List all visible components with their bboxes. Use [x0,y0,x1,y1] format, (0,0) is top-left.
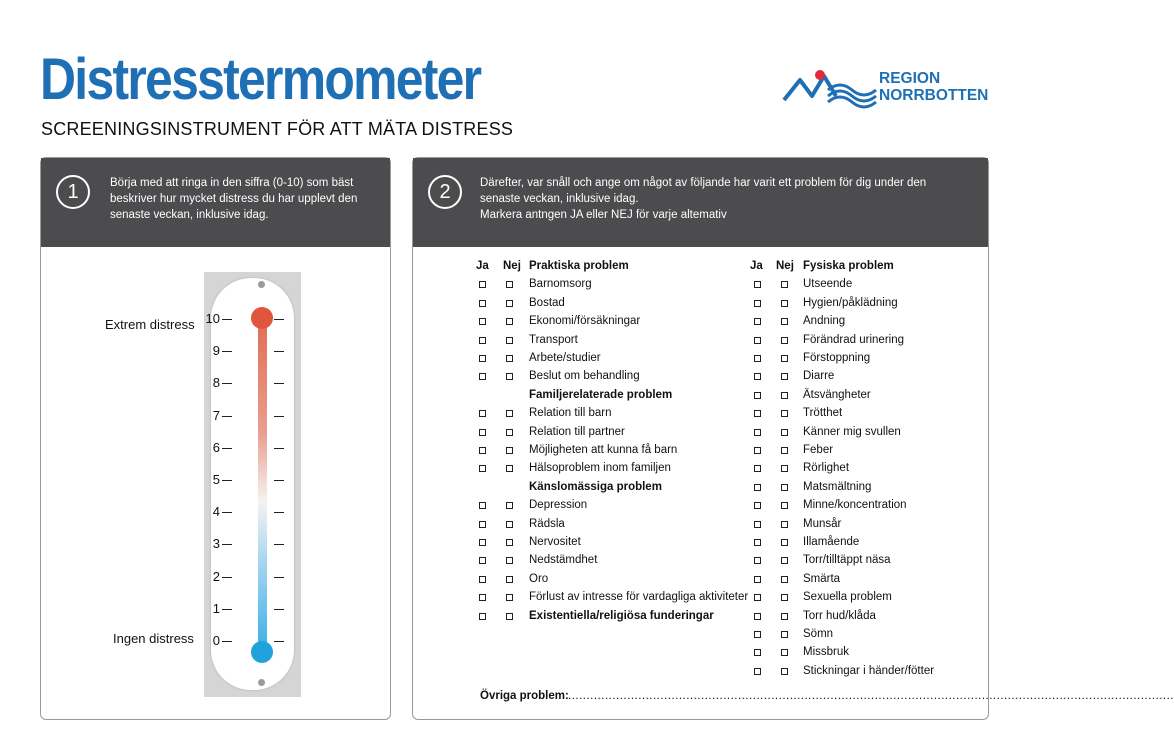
ja-checkbox[interactable] [479,521,486,528]
scale-tick [222,512,232,513]
problem-label: Praktiska problem [529,260,629,272]
problem-label: Bostad [529,296,565,309]
problem-label: Missbruk [803,646,850,659]
thermometer-tube [258,315,267,654]
problem-label: Feber [803,444,834,456]
scale-number[interactable]: 8 [212,375,220,391]
problem-label: Sexuella problem [803,591,892,604]
other-problems-field[interactable]: .................................................................................................................................................................... [568,690,1174,702]
scale-tick [222,383,232,384]
ja-checkbox[interactable] [754,502,761,509]
problem-label: Känner mig svullen [803,425,901,438]
scale-tick [222,351,232,352]
problem-label: Depression [529,499,588,512]
problem-label: Utseende [803,278,853,291]
scale-tick [222,577,232,578]
scale-tick [222,544,232,545]
ja-checkbox[interactable] [754,613,761,620]
bulb-bottom [251,641,273,663]
problem-label: Ekonomi/försäkningar [529,315,641,328]
problem-label: Ätsvängheter [803,388,871,401]
ja-checkbox[interactable] [479,300,486,307]
nej-checkbox[interactable] [506,613,513,620]
logo-text [879,70,988,104]
ja-checkbox[interactable] [479,318,486,325]
col-header-ja-left: Ja [476,260,489,272]
scale-number[interactable]: 9 [212,343,220,359]
scale-tick [222,609,232,610]
nej-checkbox[interactable] [781,668,788,675]
scale-tick [274,448,284,449]
nej-checkbox[interactable] [781,465,788,472]
problem-label: Smärta [803,572,841,585]
scale-tick [274,351,284,352]
scale-tick [274,383,284,384]
nej-checkbox[interactable] [781,521,788,528]
ja-checkbox[interactable] [479,613,486,620]
problem-label: Förlust av intresse för vardagliga aktiviteter [529,591,749,604]
problem-label: Torr/tilltäppt näsa [803,554,891,567]
nej-checkbox[interactable] [781,631,788,638]
step-number-2: 2 [428,175,462,209]
nej-checkbox[interactable] [781,392,788,399]
pin-bottom-icon [258,679,265,686]
scale-number[interactable]: 7 [212,407,220,423]
problem-label: Beslut om behandling [529,370,640,383]
ja-checkbox[interactable] [754,521,761,528]
region-norrbotten-logo [782,66,992,110]
label-no-distress: Ingen distress [113,631,194,646]
nej-checkbox[interactable] [506,465,513,472]
problem-label: Matsmältning [803,480,872,493]
problem-label: Känslomässiga problem [529,480,662,493]
scale-tick [274,544,284,545]
nej-checkbox[interactable] [781,594,788,601]
ja-checkbox[interactable] [754,429,761,436]
problem-label: Nervositet [529,536,581,548]
col-header-nej-left: Nej [503,260,521,272]
col-header-ja-right: Ja [750,260,763,272]
scale-tick [222,480,232,481]
nej-checkbox[interactable] [781,355,788,362]
problem-label: Illamående [803,536,860,548]
thermometer-body [211,278,294,690]
ja-checkbox[interactable] [754,465,761,472]
page-title: Distresstermometer [40,47,481,112]
ja-checkbox[interactable] [479,576,486,583]
scale-tick [222,641,232,642]
pin-top-icon [258,281,265,288]
bulb-top [251,307,273,329]
nej-checkbox[interactable] [506,410,513,417]
ja-checkbox[interactable] [479,337,486,344]
instruction-line: beskriver hur mycket distress du har upplevt den [110,193,358,205]
ja-checkbox[interactable] [754,649,761,656]
scale-number[interactable]: 10 [205,311,220,326]
label-extreme-distress: Extrem distress [105,317,195,332]
problem-label: Förändrad urinering [803,333,905,346]
nej-checkbox[interactable] [506,373,513,380]
scale-tick [274,577,284,578]
scale-tick [274,480,284,481]
ja-checkbox[interactable] [479,557,486,564]
step-number-1: 1 [56,175,90,209]
ja-checkbox[interactable] [479,539,486,546]
page-subtitle: SCREENINGSINSTRUMENT FÖR ATT MÄTA DISTRESS [41,119,514,139]
ja-checkbox[interactable] [479,502,486,509]
panel2-instructions [480,175,926,223]
nej-checkbox[interactable] [781,613,788,620]
nej-checkbox[interactable] [506,429,513,436]
thermometer [204,272,301,697]
ja-checkbox[interactable] [754,557,761,564]
col-header-nej-right: Nej [776,260,794,272]
nej-checkbox[interactable] [781,300,788,307]
instruction-line: senaste veckan, inklusive idag. [480,193,639,205]
scale-number[interactable]: 4 [212,504,220,520]
nej-checkbox[interactable] [781,447,788,454]
nej-checkbox[interactable] [506,539,513,546]
ja-checkbox[interactable] [754,576,761,583]
problem-label: Torr hud/klåda [803,609,876,622]
scale-number[interactable]: 5 [212,472,220,487]
problem-label: Oro [529,572,549,585]
scale-tick [222,319,232,320]
nej-checkbox[interactable] [506,521,513,528]
problem-label: Transport [529,333,578,346]
thermometer-panel [40,157,391,720]
ja-checkbox[interactable] [754,631,761,638]
nej-checkbox[interactable] [781,557,788,564]
problem-label: Arbete/studier [529,352,601,364]
ja-checkbox[interactable] [754,355,761,362]
nej-checkbox[interactable] [781,649,788,656]
problem-label: Fysiska problem [803,260,894,272]
nej-checkbox[interactable] [506,300,513,307]
nej-checkbox[interactable] [781,410,788,417]
logo-line-region: REGION [879,70,941,87]
problem-label: Barnomsorg [529,278,592,291]
scale-tick [274,609,284,610]
nej-checkbox[interactable] [506,576,513,583]
nej-checkbox[interactable] [506,594,513,601]
scale-number[interactable]: 3 [212,536,220,552]
problem-label: Minne/koncentration [803,499,907,512]
scale-number[interactable]: 2 [212,568,220,584]
problem-label: Existentiella/religiösa funderingar [529,609,714,622]
ja-checkbox[interactable] [479,447,486,454]
problem-label: Stickningar i händer/fötter [803,664,935,677]
problem-label: Rädsla [529,517,565,530]
problem-checklist-panel [412,157,1174,720]
problem-label: Andning [803,315,846,328]
ja-checkbox[interactable] [479,281,486,288]
ja-checkbox[interactable] [754,300,761,307]
instruction-line: Börja med att ringa in den siffra (0-10) som bäst [110,177,354,189]
scale-tick [274,416,284,417]
nej-checkbox[interactable] [506,502,513,509]
ja-checkbox[interactable] [479,429,486,436]
nej-checkbox[interactable] [781,281,788,288]
panel1-instructions [110,175,357,223]
problem-label: Hygien/påklädning [803,296,898,309]
nej-checkbox[interactable] [506,281,513,288]
ja-checkbox[interactable] [754,447,761,454]
scale-tick [274,641,284,642]
ja-checkbox[interactable] [754,318,761,325]
nej-checkbox[interactable] [781,502,788,509]
problem-label: Munsår [803,517,842,530]
ja-checkbox[interactable] [754,668,761,675]
logo-mark-icon [782,66,878,106]
ja-checkbox[interactable] [754,594,761,601]
nej-checkbox[interactable] [506,355,513,362]
instruction-line: Därefter, var snåll och ange om något av följande har varit ett problem för dig under den [480,177,927,189]
nej-checkbox[interactable] [781,337,788,344]
problem-label: Möjligheten att kunna få barn [529,444,678,456]
problem-label: Diarre [803,370,835,383]
ja-checkbox[interactable] [754,410,761,417]
scale-tick [274,512,284,513]
ja-checkbox[interactable] [754,539,761,546]
problem-label: Hälsoproblem inom familjen [529,462,671,475]
nej-checkbox[interactable] [781,576,788,583]
scale-tick [274,319,284,320]
ja-checkbox[interactable] [754,337,761,344]
ja-checkbox[interactable] [479,355,486,362]
nej-checkbox[interactable] [781,429,788,436]
nej-checkbox[interactable] [506,447,513,454]
ja-checkbox[interactable] [754,373,761,380]
scale-tick [222,448,232,449]
ja-checkbox[interactable] [479,410,486,417]
logo-line-norrbotten: NORRBOTTEN [879,87,989,104]
problem-label: Trötthet [803,407,843,420]
instruction-line: senaste veckan, inklusive idag. [110,209,269,221]
ja-checkbox[interactable] [479,594,486,601]
nej-checkbox[interactable] [781,373,788,380]
nej-checkbox[interactable] [781,539,788,546]
panel2-header [413,158,988,247]
ja-checkbox[interactable] [754,484,761,491]
scale-tick [222,416,232,417]
nej-checkbox[interactable] [506,318,513,325]
nej-checkbox[interactable] [506,557,513,564]
problem-label: Sömn [803,628,834,640]
ja-checkbox[interactable] [754,281,761,288]
nej-checkbox[interactable] [781,484,788,491]
scale-number[interactable]: 1 [212,600,220,616]
problem-label: Nedstämdhet [529,554,598,567]
nej-checkbox[interactable] [781,318,788,325]
instruction-line: Markera antngen JA eller NEJ för varje altemativ [480,209,727,221]
problem-label: Relation till partner [529,425,625,438]
nej-checkbox[interactable] [506,337,513,344]
problem-label: Rörlighet [803,462,850,475]
other-problems-label: Övriga problem: [480,690,569,702]
problem-label: Relation till barn [529,407,612,420]
problem-label: Familjerelaterade problem [529,388,673,401]
scale-number[interactable]: 0 [212,633,220,648]
ja-checkbox[interactable] [479,373,486,380]
problem-label: Förstoppning [803,352,871,364]
ja-checkbox[interactable] [754,392,761,399]
scale-number[interactable]: 6 [212,439,220,455]
panel1-header [41,158,390,247]
ja-checkbox[interactable] [479,465,486,472]
